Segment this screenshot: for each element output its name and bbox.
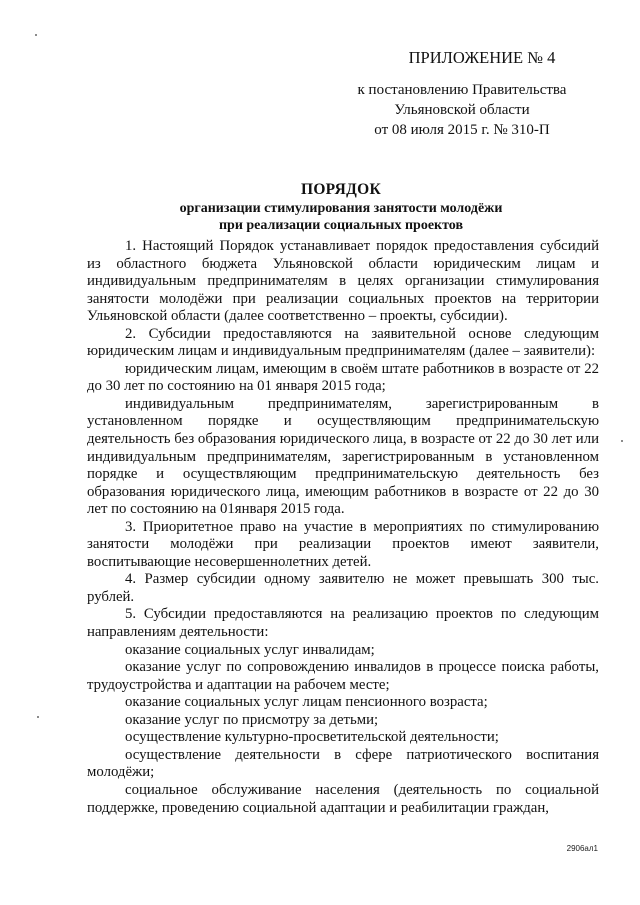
paragraph: юридическим лицам, имеющим в своём штате работников в возрасте от 22 до 30 лет по состоянию на 01 января 2015 года; [87,360,599,395]
resolution-ref-line: от 08 июля 2015 г. № 310-П [374,122,550,138]
scan-speck [35,34,37,36]
list-item: оказание услуг по сопровождению инвалидов в процессе поиска работы, трудоустройства и адаптации на рабочем месте; [87,659,599,693]
document-subtitle-line: организации стимулирования занятости молодёжи [179,201,503,216]
appendix-block [342,48,582,140]
resolution-reference [342,80,582,140]
list-item: осуществление культурно-просветительской деятельности; [125,729,499,746]
paragraph: 2. Субсидии предоставляются на заявительной основе следующим юридическим лицам и индивидуальным предпринимателям (далее – заявители): [87,325,599,360]
scan-speck [621,440,623,442]
document-heading [86,180,596,234]
appendix-title: ПРИЛОЖЕНИЕ № 4 [408,48,556,67]
list-item: оказание социальных услуг лицам пенсионного возраста; [125,694,488,711]
paragraph: 4. Размер субсидии одному заявителю не может превышать 300 тыс. рублей. [87,571,599,605]
resolution-ref-line: к постановлению Правительства [357,82,567,98]
paragraph: 3. Приоритетное право на участие в мероприятиях по стимулированию занятости молодёжи при реализации проектов имеют заявители, воспитывающие несовершеннолетних детей. [87,518,599,570]
paragraph: 1. Настоящий Порядок устанавливает порядок предоставления субсидий из областного бюджета Ульяновской области юридическим лицам и индивидуальным предпринимателям в целях организации стимулирования занятости молодёжи при реализации социальных проектов на территории Ульяновской области (далее соответственно – проекты, субсидии). [87,238,599,325]
document-code: 2906ал1 [566,844,598,853]
document-title: ПОРЯДОК [300,181,382,198]
resolution-ref-line: Ульяновской области [394,102,530,118]
list-item: оказание социальных услуг инвалидам; [125,641,375,658]
list-item: осуществление деятельности в сфере патриотического воспитания молодёжи; [87,746,599,781]
paragraph: индивидуальным предпринимателям, зарегистрированным в установленном порядке и осуществляющим предпринимательскую деятельность без образования юридического лица, в возрасте от 22 до 30 лет или индивидуальным предпринимателям, зарегистрированным в установленном порядке и осуществляющим предпринимательскую деятельность без образования юридического лица, имеющим работников в возрасте от 22 до 30 лет по состоянию на 01января 2015 года. [87,395,599,518]
document-body [87,238,599,817]
paragraph: 5. Субсидии предоставляются на реализацию проектов по следующим направлениям деятельности: [87,606,599,641]
list-item: оказание услуг по присмотру за детьми; [125,711,379,728]
list-item: социальное обслуживание населения (деятельность по социальной поддержке, проведению социальной адаптации и реабилитации граждан, [87,781,599,816]
document-subtitle-line: при реализации социальных проектов [218,218,464,233]
scan-speck [37,716,39,718]
